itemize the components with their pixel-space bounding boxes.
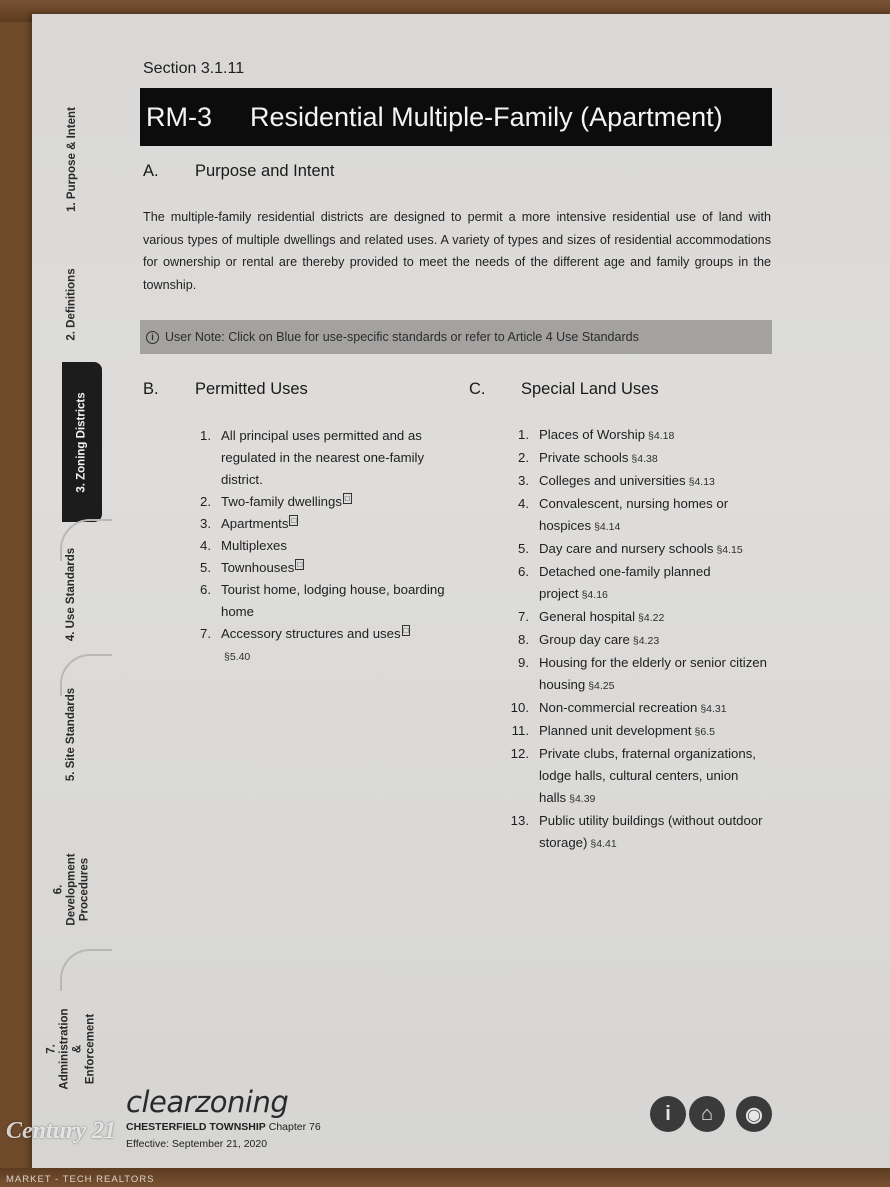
item-text-wrap bbox=[533, 538, 769, 561]
tab-label: 1. Purpose & Intent bbox=[65, 106, 78, 212]
special-land-uses-list bbox=[507, 424, 769, 855]
tab-development-procedures[interactable] bbox=[32, 824, 112, 954]
district-name: Residential Multiple-Family (Apartment) bbox=[250, 101, 723, 132]
section-reference-link[interactable]: §4.31 bbox=[700, 703, 727, 715]
section-reference-link[interactable]: §4.18 bbox=[648, 430, 675, 442]
list-item bbox=[507, 697, 769, 720]
home-icon[interactable]: ⌂ bbox=[689, 1096, 725, 1132]
section-title: Purpose and Intent bbox=[195, 162, 335, 180]
user-note-text: User Note: Click on Blue for use-specific standards or refer to Article 4 Use Standards bbox=[165, 330, 639, 344]
section-reference-link[interactable]: §4.16 bbox=[581, 589, 608, 601]
township-line bbox=[126, 1121, 321, 1133]
list-item bbox=[507, 743, 769, 810]
use-standard-icon[interactable]: □ bbox=[291, 515, 297, 525]
list-item bbox=[507, 424, 769, 447]
tab-use-standards[interactable] bbox=[32, 529, 112, 659]
item-text-wrap bbox=[215, 535, 447, 557]
township-name: CHESTERFIELD TOWNSHIP bbox=[126, 1121, 266, 1133]
list-item bbox=[189, 557, 447, 579]
item-number: 1. bbox=[518, 427, 529, 442]
purpose-paragraph: The multiple-family residential districts are designed to permit a more intensive residential use of land with various types of multiple dwellings and related uses. A variety of types and sizes of residential accommodations for ownership or rental are thereby provided to meet the needs of the different age and family groups in the township. bbox=[143, 210, 771, 292]
item-number: 4. bbox=[200, 538, 211, 553]
item-text[interactable]: Colleges and universities bbox=[539, 473, 686, 488]
item-number: 11. bbox=[511, 723, 529, 738]
side-tab-strip bbox=[32, 14, 112, 1172]
item-text[interactable]: Townhouses bbox=[221, 560, 295, 575]
tab-label: 2. Definitions bbox=[65, 267, 78, 341]
list-item bbox=[189, 623, 447, 668]
section-title: Special Land Uses bbox=[521, 380, 659, 398]
item-text-wrap bbox=[215, 579, 447, 623]
item-text-wrap bbox=[533, 606, 769, 629]
list-item bbox=[189, 535, 447, 557]
list-item bbox=[189, 491, 447, 513]
list-item bbox=[507, 493, 769, 538]
item-text-wrap bbox=[533, 629, 769, 652]
permitted-uses-list bbox=[189, 425, 447, 668]
section-a-heading bbox=[143, 162, 334, 181]
section-reference-link[interactable]: §6.5 bbox=[694, 726, 715, 738]
item-number: 7. bbox=[200, 626, 211, 641]
section-reference-link[interactable]: §4.13 bbox=[688, 476, 715, 488]
item-text[interactable]: Two-family dwellings bbox=[221, 494, 342, 509]
list-item bbox=[189, 425, 447, 491]
tab-zoning-districts[interactable] bbox=[62, 362, 102, 522]
item-text-wrap bbox=[215, 491, 447, 513]
item-number: 3. bbox=[200, 516, 211, 531]
tab-definitions[interactable] bbox=[32, 244, 112, 364]
section-reference: Section 3.1.11 bbox=[143, 60, 245, 77]
list-item bbox=[507, 629, 769, 652]
century21-watermark-sub: MARKET - TECH REALTORS bbox=[6, 1174, 155, 1185]
section-reference-link[interactable]: §4.25 bbox=[588, 680, 615, 692]
item-text-wrap bbox=[533, 743, 769, 810]
section-title: Permitted Uses bbox=[195, 380, 308, 398]
list-item bbox=[507, 720, 769, 743]
tab-label: 3. Zoning Districts bbox=[75, 391, 88, 493]
section-letter: B. bbox=[143, 380, 159, 398]
item-text-wrap bbox=[533, 652, 769, 697]
item-text-wrap bbox=[533, 697, 769, 720]
tab-label: 7. Administration & Enforcement bbox=[46, 1008, 98, 1090]
tab-label: 6. Development Procedures bbox=[52, 852, 91, 926]
item-text[interactable]: All principal uses permitted and as regulated in the nearest one-family district. bbox=[221, 428, 425, 487]
item-number: 10. bbox=[510, 700, 529, 715]
section-reference-link[interactable]: §4.41 bbox=[590, 838, 617, 850]
item-number: 9. bbox=[518, 655, 529, 670]
item-text[interactable]: Accessory structures and uses bbox=[221, 626, 401, 641]
section-reference-link[interactable]: §4.39 bbox=[569, 793, 596, 805]
item-text-wrap bbox=[533, 447, 769, 470]
item-number: 8. bbox=[518, 632, 529, 647]
item-text[interactable]: Group day care bbox=[539, 632, 630, 647]
item-text[interactable]: Private schools bbox=[539, 450, 629, 465]
tab-label: 5. Site Standards bbox=[65, 687, 78, 781]
list-item bbox=[189, 579, 447, 623]
century21-watermark: Century 21 bbox=[6, 1118, 117, 1144]
item-text[interactable]: Private clubs, fraternal organizations, lodge halls, cultural centers, union halls bbox=[539, 746, 756, 805]
section-b-heading bbox=[143, 380, 308, 399]
effective-date: Effective: September 21, 2020 bbox=[126, 1138, 268, 1150]
item-text[interactable]: Housing for the elderly or senior citizen housing bbox=[539, 655, 767, 692]
use-standard-icon[interactable]: □ bbox=[403, 625, 409, 635]
list-item bbox=[507, 561, 769, 606]
section-reference-link[interactable]: §5.40 bbox=[224, 651, 251, 663]
list-item bbox=[507, 447, 769, 470]
district-code: RM-3 bbox=[146, 101, 212, 132]
tab-administration-enforcement[interactable] bbox=[32, 974, 112, 1124]
item-text-wrap bbox=[533, 493, 769, 538]
use-standard-icon[interactable]: □ bbox=[297, 559, 303, 569]
list-item bbox=[507, 470, 769, 493]
item-number: 12. bbox=[510, 746, 529, 761]
item-text-wrap bbox=[533, 720, 769, 743]
item-text[interactable]: Tourist home, lodging house, boarding home bbox=[221, 582, 445, 619]
item-text-wrap bbox=[215, 425, 447, 491]
item-text-wrap bbox=[215, 557, 447, 579]
list-item bbox=[507, 606, 769, 629]
chapter-label: Chapter 76 bbox=[268, 1121, 321, 1133]
info-icon: i bbox=[146, 331, 159, 344]
item-text[interactable]: General hospital bbox=[539, 609, 636, 624]
item-text-wrap bbox=[533, 424, 769, 447]
list-item bbox=[507, 810, 769, 855]
section-reference-link[interactable]: §4.22 bbox=[638, 612, 665, 624]
item-text[interactable]: Places of Worship bbox=[539, 427, 646, 442]
item-text[interactable]: Planned unit development bbox=[539, 723, 692, 738]
item-number: 5. bbox=[200, 560, 211, 575]
item-number: 3. bbox=[518, 473, 529, 488]
clearzoning-logo: clearzoning bbox=[126, 1085, 289, 1119]
item-text[interactable]: Multiplexes bbox=[221, 538, 287, 553]
item-text[interactable]: Non-commercial recreation bbox=[539, 700, 698, 715]
section-reference-link[interactable]: §4.14 bbox=[594, 521, 621, 533]
item-number: 2. bbox=[518, 450, 529, 465]
item-text[interactable]: Convalescent, nursing homes or hospices bbox=[539, 496, 729, 533]
item-number: 2. bbox=[200, 494, 211, 509]
item-number: 13. bbox=[510, 813, 529, 828]
tab-label: 4. Use Standards bbox=[65, 547, 78, 641]
section-reference-link[interactable]: §4.15 bbox=[716, 544, 743, 556]
list-item bbox=[507, 652, 769, 697]
item-text-wrap bbox=[215, 623, 447, 668]
item-text[interactable]: Day care and nursery schools bbox=[539, 541, 714, 556]
info-icon[interactable]: i bbox=[650, 1096, 686, 1132]
section-letter: C. bbox=[469, 380, 486, 398]
location-pin-icon[interactable]: ◉ bbox=[736, 1096, 772, 1132]
item-text-wrap bbox=[533, 810, 769, 855]
list-item bbox=[189, 513, 447, 535]
item-text-wrap bbox=[533, 561, 769, 606]
district-title-bar bbox=[140, 88, 772, 146]
user-note-bar bbox=[140, 320, 772, 354]
item-text-wrap bbox=[533, 470, 769, 493]
section-reference-link[interactable]: §4.23 bbox=[632, 635, 660, 647]
item-number: 6. bbox=[200, 582, 211, 597]
list-item bbox=[507, 538, 769, 561]
item-text-wrap bbox=[215, 513, 447, 535]
use-standard-icon[interactable]: □ bbox=[344, 493, 350, 503]
section-c-heading bbox=[469, 380, 659, 399]
item-text[interactable]: Detached one-family planned project bbox=[539, 564, 711, 601]
section-reference-link[interactable]: §4.38 bbox=[631, 453, 658, 465]
item-text[interactable]: Public utility buildings (without outdoor storage) bbox=[539, 813, 763, 850]
tab-site-standards[interactable] bbox=[32, 669, 112, 799]
item-text[interactable]: Apartments bbox=[221, 516, 289, 531]
item-number: 1. bbox=[200, 428, 211, 443]
tab-purpose-intent[interactable] bbox=[32, 74, 112, 244]
item-number: 4. bbox=[518, 496, 529, 511]
item-number: 7. bbox=[518, 609, 529, 624]
item-number: 5. bbox=[518, 541, 529, 556]
section-letter: A. bbox=[143, 162, 159, 180]
item-number: 6. bbox=[518, 564, 529, 579]
